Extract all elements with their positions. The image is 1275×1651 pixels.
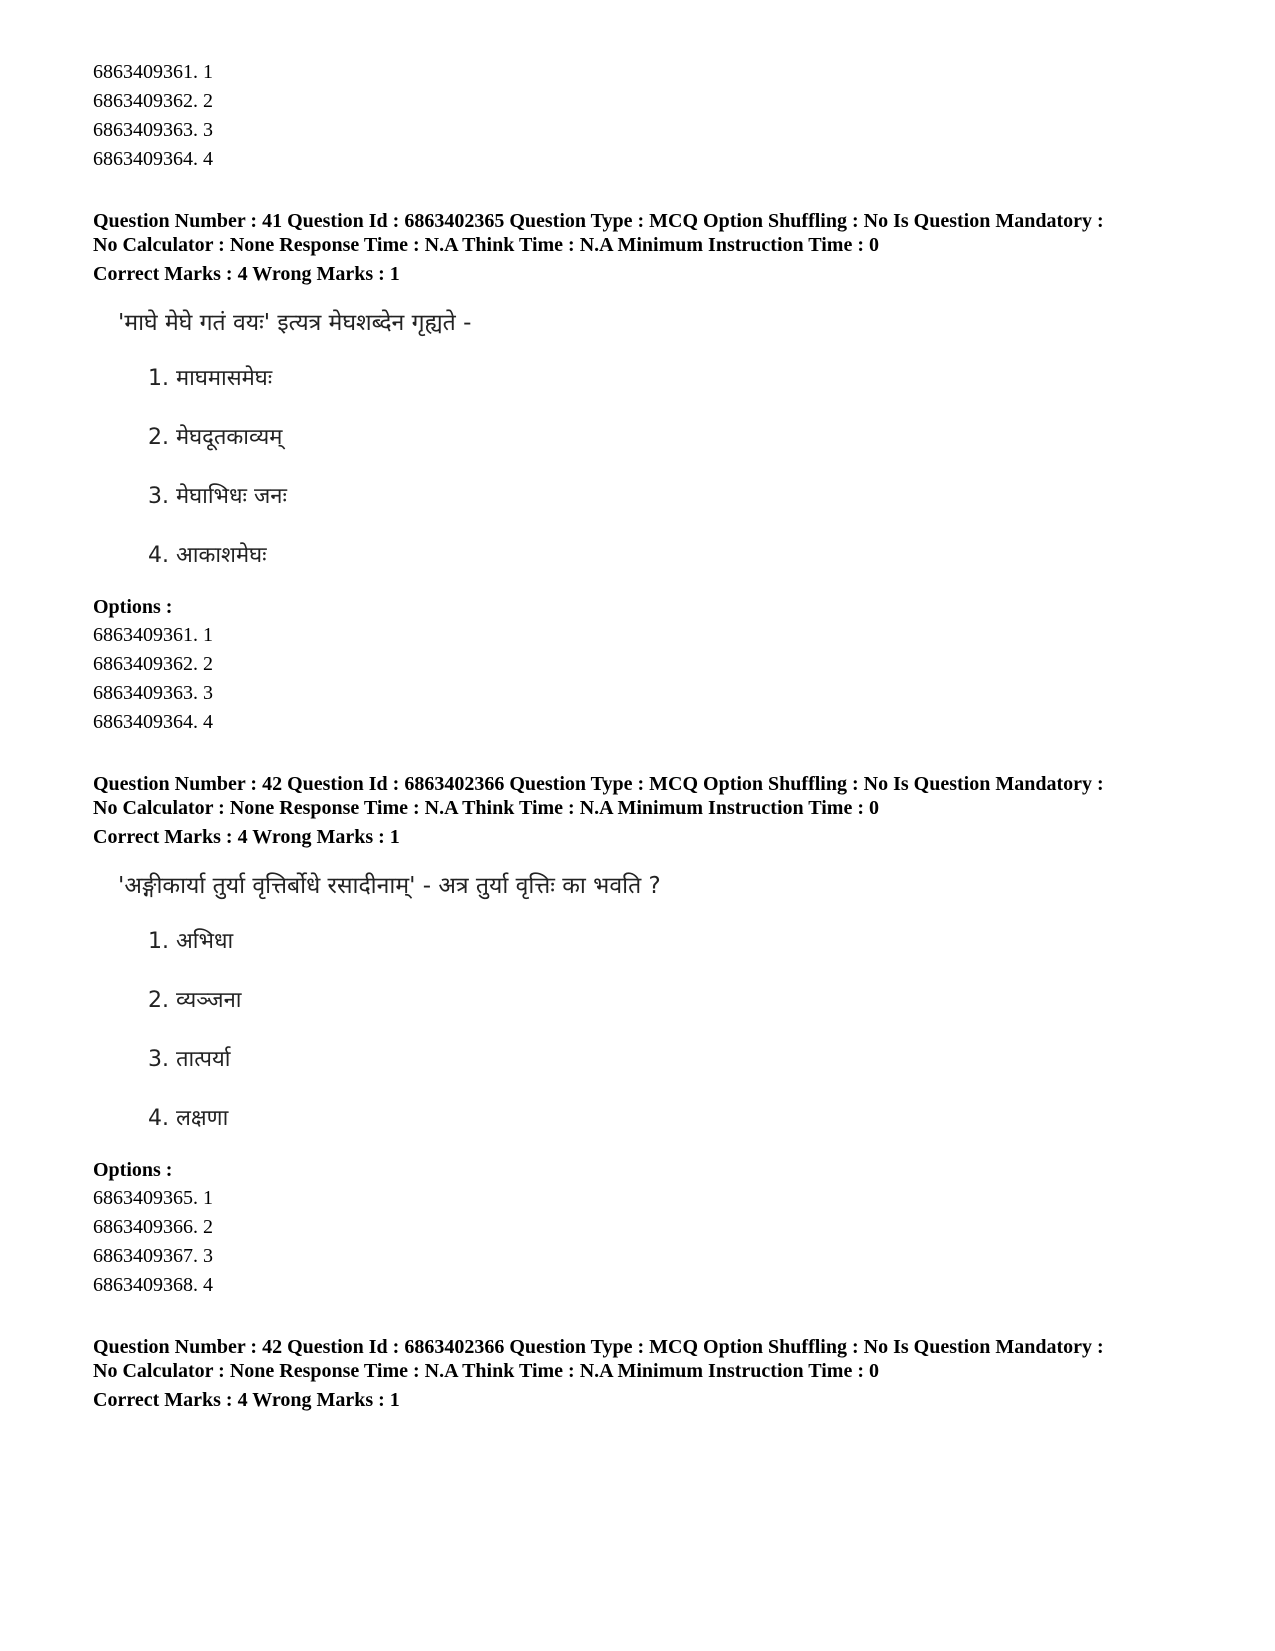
choice-item: 1. माघमासमेघः <box>148 366 273 391</box>
option-id: 6863409366. 2 <box>93 1216 213 1238</box>
choice-item: 4. आकाशमेघः <box>148 543 267 568</box>
option-id: 6863409365. 1 <box>93 1187 213 1209</box>
question-meta-line-1: Question Number : 42 Question Id : 6863402366 Question Type : MCQ Option Shuffling : No Is Question Mandatory : <box>93 1336 1104 1358</box>
choice-list <box>93 912 1193 1148</box>
option-id: 6863409368. 4 <box>93 1274 213 1296</box>
choice-item: 2. व्यञ्जना <box>148 988 242 1013</box>
choice-list <box>93 349 1193 585</box>
choice-item: 2. मेघदूतकाव्यम् <box>148 425 283 450</box>
options-label: Options : <box>93 1159 173 1181</box>
options-label: Options : <box>93 596 173 618</box>
question-meta-line-2: No Calculator : None Response Time : N.A Think Time : N.A Minimum Instruction Time : 0 <box>93 797 879 819</box>
question-block-42-repeat <box>93 1335 1193 1412</box>
question-text: 'माघे मेघे गतं वयः' इत्यत्र मेघशब्देन गृह्यते - <box>118 310 472 336</box>
option-id: 6863409363. 3 <box>93 119 213 141</box>
option-id: 6863409361. 1 <box>93 624 213 646</box>
option-id: 6863409362. 2 <box>93 90 213 112</box>
question-meta-line-1: Question Number : 42 Question Id : 6863402366 Question Type : MCQ Option Shuffling : No Is Question Mandatory : <box>93 773 1104 795</box>
question-marks: Correct Marks : 4 Wrong Marks : 1 <box>93 263 400 285</box>
top-options-list <box>93 58 1193 174</box>
option-id: 6863409364. 4 <box>93 711 213 733</box>
option-id: 6863409367. 3 <box>93 1245 213 1267</box>
option-id: 6863409362. 2 <box>93 653 213 675</box>
question-marks: Correct Marks : 4 Wrong Marks : 1 <box>93 1389 400 1411</box>
question-marks: Correct Marks : 4 Wrong Marks : 1 <box>93 826 400 848</box>
document-page <box>93 58 1193 1412</box>
choice-item: 3. मेघाभिधः जनः <box>148 484 287 509</box>
choice-item: 3. तात्पर्या <box>148 1047 231 1072</box>
option-id: 6863409361. 1 <box>93 61 213 83</box>
question-block-42 <box>93 772 1193 1300</box>
question-text: 'अङ्गीकार्या तुर्या वृत्तिर्बोधे रसादीनाम्' - अत्र तुर्या वृत्तिः का भवति ? <box>118 873 661 899</box>
choice-item: 1. अभिधा <box>148 929 234 954</box>
question-meta-line-2: No Calculator : None Response Time : N.A Think Time : N.A Minimum Instruction Time : 0 <box>93 234 879 256</box>
option-id: 6863409363. 3 <box>93 682 213 704</box>
option-id: 6863409364. 4 <box>93 148 213 170</box>
choice-item: 4. लक्षणा <box>148 1106 229 1131</box>
question-meta-line-1: Question Number : 41 Question Id : 6863402365 Question Type : MCQ Option Shuffling : No Is Question Mandatory : <box>93 210 1104 232</box>
question-block-41 <box>93 209 1193 737</box>
question-meta-line-2: No Calculator : None Response Time : N.A Think Time : N.A Minimum Instruction Time : 0 <box>93 1360 879 1382</box>
